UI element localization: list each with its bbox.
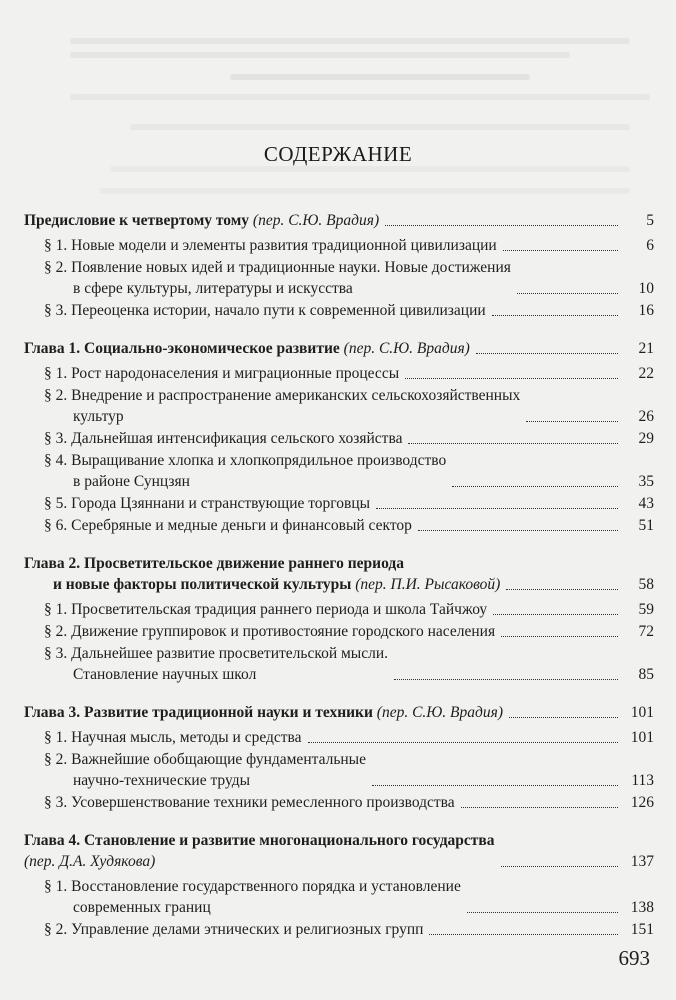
dot-leader xyxy=(476,353,618,354)
page-number: 101 xyxy=(630,704,654,721)
page-number: 151 xyxy=(630,921,654,938)
dot-leader xyxy=(418,530,618,531)
page-number: 10 xyxy=(638,280,654,297)
item-title: § 1. Просветительская традиция раннего периода и школа Тайчжоу xyxy=(44,601,488,618)
dot-leader xyxy=(492,315,618,316)
dot-leader xyxy=(517,293,618,294)
page-title: СОДЕРЖАНИЕ xyxy=(263,142,413,166)
item-title: § 5. Города Цзяннани и странствующие торговцы xyxy=(44,495,371,512)
preface-item-3[interactable] xyxy=(44,300,654,321)
preface-heading[interactable] xyxy=(24,210,654,231)
dot-leader xyxy=(526,421,618,422)
item-title: § 3. Дальнейшая интенсификация сельского хозяйства xyxy=(44,430,403,447)
item-title: § 1. Новые модели и элементы развития традиционной цивилизации xyxy=(44,237,497,254)
chapter-3-item-2[interactable] xyxy=(44,749,654,791)
page-number: 51 xyxy=(638,517,654,534)
chapter-translator: (пер. С.Ю. Врадия) xyxy=(376,704,503,721)
dot-leader xyxy=(452,486,618,487)
chapter-1-item-3[interactable] xyxy=(44,428,654,449)
page-number: 21 xyxy=(638,340,654,357)
chapter-1-item-2[interactable] xyxy=(44,385,654,427)
item-title: § 2. Внедрение и распространение американских сельскохозяйственных культур xyxy=(44,387,521,425)
dot-leader xyxy=(503,250,618,251)
dot-leader xyxy=(308,742,618,743)
page-number: 35 xyxy=(638,473,654,490)
item-title: § 2. Появление новых идей и традиционные науки. Новые достижения в сфере культуры, литературы и искусства xyxy=(44,259,511,297)
dot-leader xyxy=(493,614,618,615)
dot-leader xyxy=(467,912,618,913)
item-title: § 6. Серебряные и медные деньги и финансовый сектор xyxy=(44,517,412,534)
table-of-contents xyxy=(24,210,654,957)
page-number: 72 xyxy=(638,623,654,640)
preface-item-1[interactable] xyxy=(44,235,654,256)
dot-leader xyxy=(408,443,618,444)
preface-items xyxy=(24,235,654,321)
preface-item-2[interactable] xyxy=(44,257,654,299)
page-number: 137 xyxy=(630,853,654,870)
page-number: 22 xyxy=(638,365,654,382)
preface-label: Предисловие к четвертому тому xyxy=(24,212,250,229)
chapter-title: Глава 4. Становление и развитие многонационального государства xyxy=(24,832,495,849)
item-title: § 2. Важнейшие обобщающие фундаментальные научно-технические труды xyxy=(44,751,366,789)
dot-leader xyxy=(506,589,618,590)
chapter-2 xyxy=(24,553,654,685)
chapter-2-item-1[interactable] xyxy=(44,599,654,620)
page-number: 43 xyxy=(638,495,654,512)
chapter-2-item-3[interactable] xyxy=(44,643,654,685)
chapter-title: Глава 2. Просветительское движение раннего периода xyxy=(24,555,404,572)
chapters-list xyxy=(24,338,654,940)
item-title: § 1. Научная мысль, методы и средства xyxy=(44,729,302,746)
chapter-4-item-1[interactable] xyxy=(44,876,654,918)
chapter-title-cont: и новые факторы политической культуры xyxy=(53,576,352,593)
chapter-translator: (пер. Д.А. Худякова) xyxy=(24,853,156,870)
chapter-3 xyxy=(24,702,654,813)
chapter-1 xyxy=(24,338,654,536)
chapter-items xyxy=(24,363,654,536)
chapter-4-item-2[interactable] xyxy=(44,919,654,940)
chapter-heading[interactable] xyxy=(24,702,654,723)
item-title: § 2. Управление делами этнических и религиозных групп xyxy=(44,921,424,938)
dot-leader xyxy=(405,378,618,379)
dot-leader xyxy=(372,785,618,786)
page-number: 138 xyxy=(630,899,654,916)
bleed-through-text xyxy=(40,0,656,230)
page-number: 126 xyxy=(630,794,654,811)
page-number: 101 xyxy=(630,729,654,746)
chapter-2-item-2[interactable] xyxy=(44,621,654,642)
dot-leader xyxy=(501,866,618,867)
page-number: 113 xyxy=(631,772,654,789)
page-number: 6 xyxy=(646,237,654,254)
item-title: § 3. Усовершенствование техники ремесленного производства xyxy=(44,794,455,811)
chapter-4 xyxy=(24,830,654,940)
dot-leader xyxy=(461,807,618,808)
chapter-heading[interactable] xyxy=(24,553,654,595)
page-number: 85 xyxy=(638,666,654,683)
item-title: § 1. Рост народонаселения и миграционные процессы xyxy=(44,365,400,382)
chapter-items xyxy=(24,599,654,685)
chapter-title: Глава 3. Развитие традиционной науки и техники xyxy=(24,704,373,721)
chapter-items xyxy=(24,876,654,940)
item-title: § 3. Переоценка истории, начало пути к современной цивилизации xyxy=(44,302,486,319)
item-title: § 2. Движение группировок и противостояние городского населения xyxy=(44,623,496,640)
dot-leader xyxy=(394,679,618,680)
chapter-1-item-5[interactable] xyxy=(44,493,654,514)
chapter-heading[interactable] xyxy=(24,338,654,359)
chapter-1-item-4[interactable] xyxy=(44,450,654,492)
page-number: 26 xyxy=(638,408,654,425)
page-number: 16 xyxy=(638,302,654,319)
chapter-heading[interactable] xyxy=(24,830,654,872)
chapter-translator: (пер. П.И. Рысаковой) xyxy=(355,576,501,593)
chapter-title: Глава 1. Социально-экономическое развитие xyxy=(24,340,340,357)
item-title: § 4. Выращивание хлопка и хлопкопрядильное производство в районе Сунцзян xyxy=(44,452,447,490)
dot-leader xyxy=(501,636,618,637)
page-number: 5 xyxy=(646,212,654,229)
preface-section xyxy=(24,210,654,321)
item-title: § 1. Восстановление государственного порядка и установление современных границ xyxy=(44,878,461,916)
chapter-translator: (пер. С.Ю. Врадия) xyxy=(343,340,470,357)
chapter-3-item-3[interactable] xyxy=(44,792,654,813)
folio-page-number: 693 xyxy=(618,946,650,970)
page-number: 58 xyxy=(638,576,654,593)
dot-leader xyxy=(429,934,618,935)
chapter-3-item-1[interactable] xyxy=(44,727,654,748)
dot-leader xyxy=(376,508,618,509)
page-number: 29 xyxy=(638,430,654,447)
dot-leader xyxy=(385,225,618,226)
chapter-items xyxy=(24,727,654,813)
chapter-1-item-6[interactable] xyxy=(44,515,654,536)
chapter-1-item-1[interactable] xyxy=(44,363,654,384)
dot-leader xyxy=(509,717,618,718)
item-title: § 3. Дальнейшее развитие просветительской мысли. Становление научных школ xyxy=(44,645,388,683)
preface-translator: (пер. С.Ю. Врадия) xyxy=(252,212,380,229)
page-number: 59 xyxy=(638,601,654,618)
